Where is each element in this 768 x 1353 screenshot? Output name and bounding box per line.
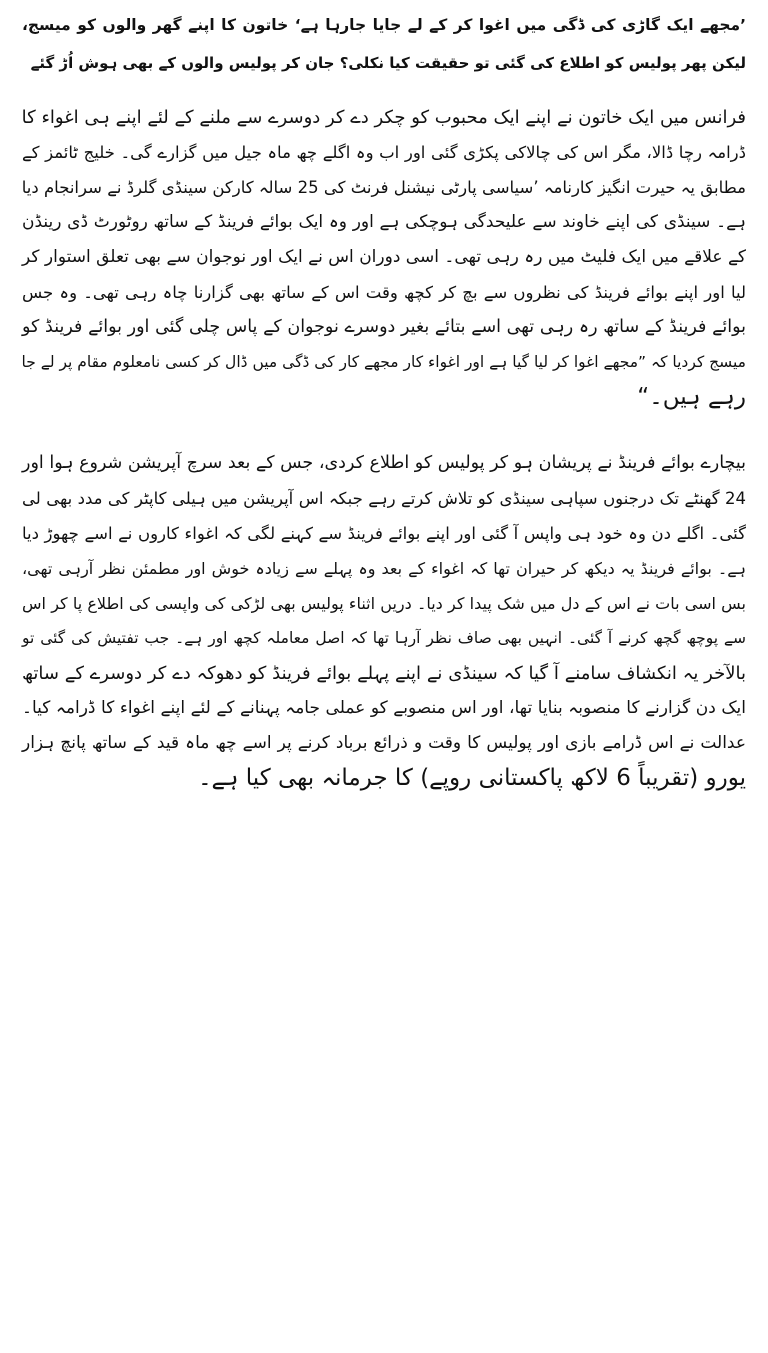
paragraph (22, 446, 746, 796)
paragraph-line: کے علاقے میں ایک فلیٹ میں رہ رہی تھی۔ اسی دوران اس نے ایک اور نوجوان سے بھی تعلق استوار کر (22, 247, 746, 267)
paragraph-line: رہے ہیں۔“ (637, 384, 746, 410)
paragraph-line: بوائے فرینڈ کے ساتھ رہ رہی تھی اسے بتائے بغیر دوسرے نوجوان کے پاس چلی گئی اور بوائے فرینڈ کو (22, 317, 746, 337)
paragraph-line: میسج کردیا کہ ”مجھے اغوا کر لیا گیا ہے اور اغواء کار مجھے کار کی ڈگی میں ڈال کر کسی نامعلوم مقام پر لے جا (21, 353, 746, 371)
paragraph-line: ایک دن گزارنے کا منصوبہ بنایا تھا، اور اس منصوبے کو عملی جامہ پہنانے کے لئے اپنے اغواء کا ڈرامہ کیا۔ (22, 698, 746, 718)
paragraph-line: بس اسی بات نے اس کے دل میں شک پیدا کر دیا۔ دریں اثناء پولیس بھی لڑکی کی واپسی کی اطلاع پا کر اس (22, 594, 746, 613)
paragraph-line: بالآخر یہ انکشاف سامنے آ گیا کہ سینڈی نے اپنے پہلے بوائے فرینڈ کو دھوکہ دے کر دوسرے کے ساتھ (22, 663, 746, 684)
paragraph-line: فرانس میں ایک خاتون نے اپنے ایک محبوب کو چکر دے کر دوسرے سے ملنے کے لئے اپنے ہی اغواء کا (21, 107, 746, 128)
paragraph (22, 100, 746, 415)
paragraph-line: ہے۔ بوائے فرینڈ یہ دیکھ کر حیران تھا کہ اغواء کے بعد وہ پہلے سے زیادہ خوش اور مطمئن نظر آرہی تھی، (22, 559, 746, 578)
paragraph-line: ڈرامہ رچا ڈالا، مگر اس کی چالاکی پکڑی گئی اور اب وہ اگلے چھ ماہ جیل میں گزارے گی۔ خلیج ٹائمز کے (22, 143, 746, 162)
paragraph-line: مطابق یہ حیرت انگیز کارنامہ ’سیاسی پارٹی نیشنل فرنٹ کی 25 سالہ کارکن سینڈی گلرڈ نے سرانجام دیا (21, 178, 746, 197)
paragraph-line: 24 گھنٹے تک درجنوں سپاہی سینڈی کو تلاش کرتے رہے جبکہ اس آپریشن میں ہیلی کاپٹر کی مدد بھی لی (22, 489, 746, 508)
paragraph-line: عدالت نے اس ڈرامے بازی اور پولیس کا وقت و ذرائع برباد کرنے پر اسے چھ ماہ قید کے ساتھ پانچ ہزار (22, 733, 746, 753)
paragraph-line: لیا اور اپنے بوائے فرینڈ کی نظروں سے بچ کر کچھ وقت اس کے ساتھ بھی گزارنا چاہ رہی تھی۔ وہ جس (22, 283, 746, 302)
headline-line: لیکن پھر پولیس کو اطلاع کی گئی تو حقیقت کیا نکلی؟ جان کر پولیس والوں کے بھی ہوش اُڑ گئے (30, 54, 746, 72)
paragraph-line: یورو (تقریباً 6 لاکھ پاکستانی روپے) کا جرمانہ بھی کیا ہے۔ (198, 765, 746, 791)
paragraph-line: ہے۔ سینڈی کی اپنے خاوند سے علیحدگی ہوچکی ہے اور وہ ایک بوائے فرینڈ کے ساتھ روٹورٹ ڈی رینڈن (22, 212, 746, 232)
headline (22, 6, 746, 82)
paragraph-line: بیچارے بوائے فرینڈ نے پریشان ہو کر پولیس کو اطلاع کردی، جس کے بعد سرچ آپریشن شروع ہوا اور (22, 453, 746, 473)
headline-line: ’مجھے ایک گاڑی کی ڈگی میں اغوا کر کے لے جایا جارہا ہے‘ خاتون کا اپنے گھر والوں کو میسج، (22, 16, 746, 34)
paragraph-line: گئی۔ اگلے دن وہ خود ہی واپس آ گئی اور اپنے بوائے فرینڈ سے کہنے لگی کہ اغواء کاروں نے اسے چھوڑ دیا (22, 524, 746, 543)
paragraph-line: سے پوچھ گچھ کرنے آ گئی۔ انہیں بھی صاف نظر آرہا تھا کہ اصل معاملہ کچھ اور ہے۔ جب تفتیش کی گئی تو (22, 629, 746, 647)
article (22, 6, 746, 796)
